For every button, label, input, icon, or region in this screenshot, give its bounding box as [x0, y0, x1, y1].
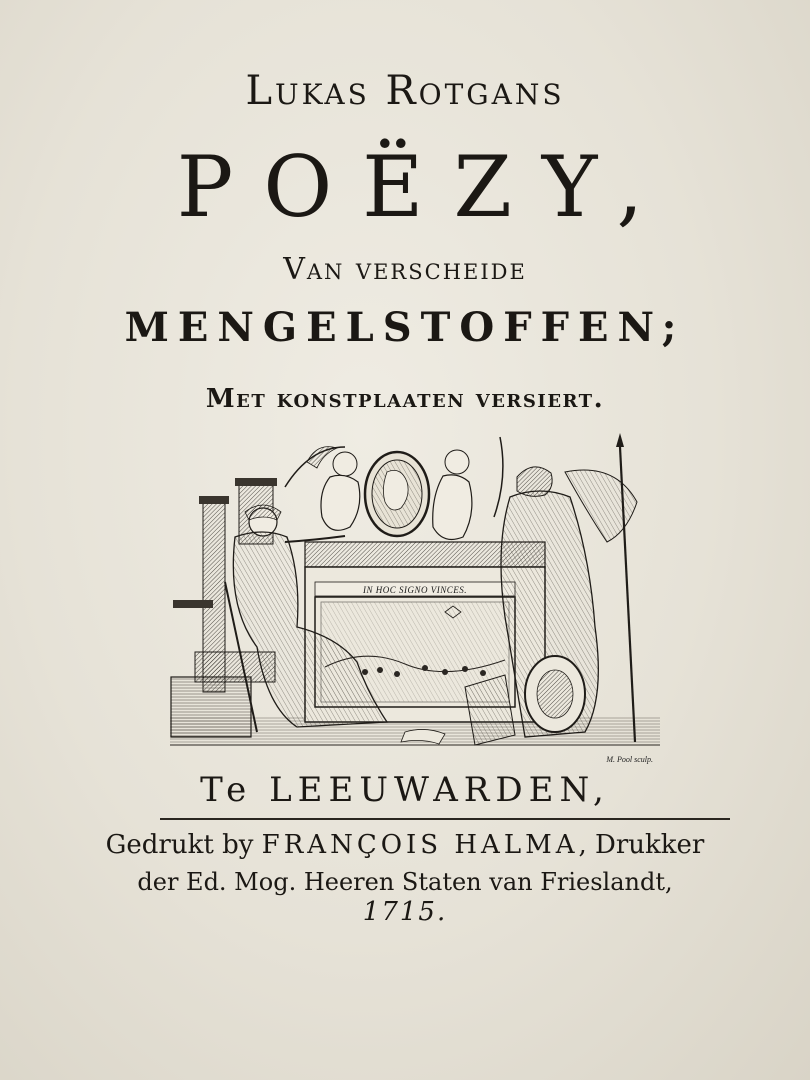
printer-prefix: Gedrukt by: [105, 830, 262, 860]
printer-name: FRANÇOIS HALMA: [261, 830, 579, 860]
imprint-place: Te LEEUWARDEN,: [200, 770, 610, 810]
imprint-year: 1715.: [362, 897, 448, 927]
cherub-right: [433, 437, 503, 539]
vignette-motto: IN HOC SIGNO VINCES.: [363, 585, 467, 595]
imprint-publisher-line: der Ed. Mog. Heeren Staten van Frieslandt,: [137, 868, 673, 896]
subtitle-line-2: MENGELSTOFFEN;: [124, 304, 686, 351]
author-name: Lukas Rotgans: [245, 68, 565, 114]
imprint-printer-line: [0, 830, 810, 860]
engraver-signature: M. Pool sculp.: [606, 755, 653, 764]
subtitle-line-1: Van verscheide: [283, 252, 527, 287]
printer-suffix: , Drukker: [578, 830, 705, 860]
portrait-medallion: [365, 452, 429, 536]
book-title: POËZY,: [176, 138, 674, 236]
subtitle-line-3: Met konstplaaten versiert.: [205, 384, 605, 414]
imprint-rule: [160, 818, 730, 820]
engraved-vignette: [165, 432, 665, 767]
standing-minerva: [501, 433, 637, 742]
cherub-left: [285, 447, 360, 531]
